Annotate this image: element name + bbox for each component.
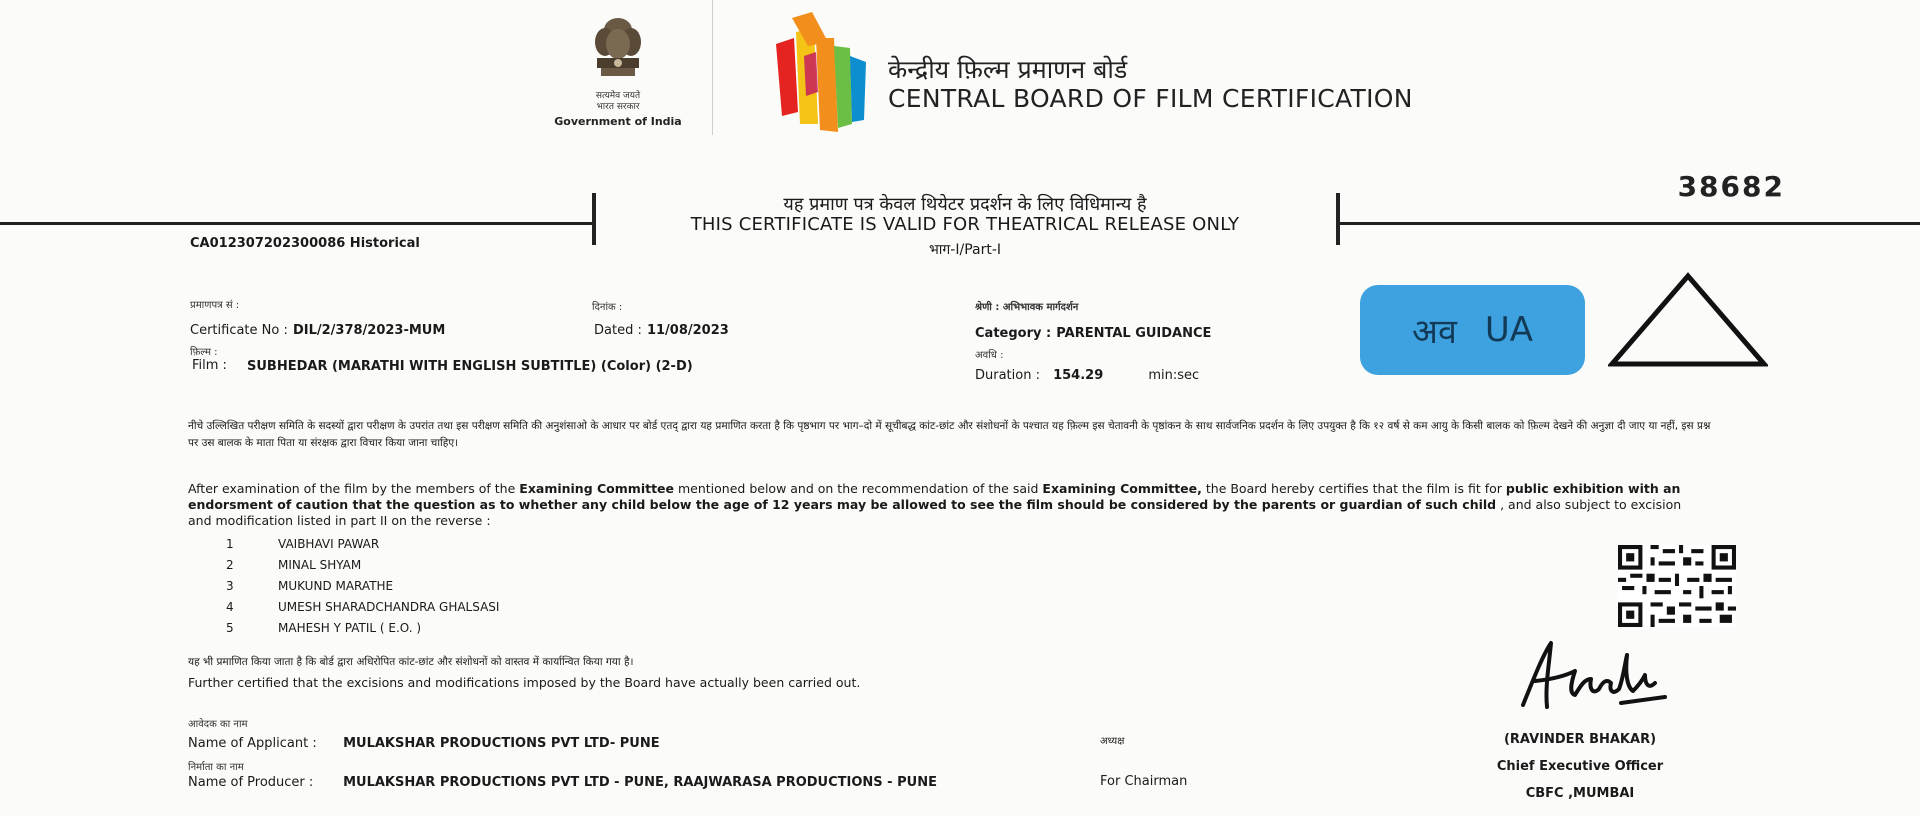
committee-member: 1 VAIBHAVI PAWAR xyxy=(226,536,380,551)
signatory-name: (RAVINDER BHAKAR) xyxy=(1503,732,1657,747)
applicant-label: Name of Applicant : xyxy=(188,736,317,751)
film-label: Film : xyxy=(192,358,227,373)
signatory-block xyxy=(1455,726,1705,807)
caution-triangle-icon xyxy=(1608,270,1768,370)
historical-reference: CA012307202300086 Historical xyxy=(190,236,420,251)
committee-member: 3 MUKUND MARATHE xyxy=(226,578,394,593)
applicant-value: MULAKSHAR PRODUCTIONS PVT LTD- PUNE xyxy=(343,736,660,751)
para-text-1: After examination of the film by the members of the xyxy=(188,481,520,496)
para-bold-2: Examining Committee, xyxy=(1042,481,1202,496)
banner-rule-right xyxy=(1340,222,1920,225)
org-name-english: CENTRAL BOARD OF FILM CERTIFICATION xyxy=(888,84,1413,113)
signature xyxy=(1505,635,1675,720)
category-value: PARENTAL GUIDANCE xyxy=(1056,326,1212,341)
rating-english: UA xyxy=(1484,310,1534,350)
validity-hindi: यह प्रमाण पत्र केवल थियेटर प्रदर्शन के लिए विधिमान्य है xyxy=(783,194,1147,215)
certification-paragraph-hindi: नीचे उल्लिखित परीक्षण समिति के सदस्यों द्वारा परीक्षण के उपरांत तथा इस परीक्षण समिति की अनुशंसाओ के आधार पर बोर्ड एतद् द्वारा यह प्रमाणित करता है कि पृष्ठभाग पर भाग–दो में सूचीबद्ध कांट-छांट और संशोधनों के पश्चात यह फ़िल्म इस चेतावनी के पृष्ठांकन के साथ सार्वजनिक प्रदर्शन के लिए उपयुक्त है कि १२ वर्ष से कम आयु के किसी बालक को फ़िल्म देखने की अनुज्ञा दी जाए या नहीं, इस प्रश्न पर उस बालक के माता पिता या संरक्षक द्वारा विचार किया जाना चाहिए। xyxy=(188,420,1711,449)
duration-row xyxy=(975,364,1199,383)
film-row xyxy=(192,358,812,375)
signatory-office: CBFC ,MUMBAI xyxy=(1525,786,1635,801)
banner-rule-left xyxy=(0,222,592,225)
date-row xyxy=(594,319,729,338)
duration-unit: min:sec xyxy=(1148,368,1200,383)
cert-no-row xyxy=(190,319,445,338)
banner-bracket-right xyxy=(1336,193,1340,245)
category-label: Category : xyxy=(975,326,1052,341)
government-emblem xyxy=(548,12,688,137)
para-text-4: , and also subject to excision and modification listed in part II on the reverse : xyxy=(188,497,1682,528)
date-label: Dated : xyxy=(594,323,642,338)
date-value: 11/08/2023 xyxy=(646,323,729,338)
para-text-3: the Board hereby certifies that the film is fit for xyxy=(1201,481,1506,496)
committee-member: 5 MAHESH Y PATIL ( E.O. ) xyxy=(226,620,422,635)
producer-hindi: निर्माता का नाम xyxy=(188,762,244,773)
further-certified-hindi: यह भी प्रमाणित किया जाता है कि बोर्ड द्वारा अधिरोपित कांट-छांट और संशोधनों को वास्तव में कार्यान्वित किया गया है। xyxy=(188,656,634,668)
producer-value: MULAKSHAR PRODUCTIONS PVT LTD - PUNE, RAAJWARASA PRODUCTIONS - PUNE xyxy=(343,775,937,790)
committee-member: 2 MINAL SHYAM xyxy=(226,557,362,572)
examining-committee-list xyxy=(226,533,499,638)
para-text-2: mentioned below and on the recommendation of the said xyxy=(674,481,1043,496)
cert-no-hindi: प्रमाणपत्र सं : xyxy=(190,300,240,311)
category-row xyxy=(975,322,1211,341)
producer-label: Name of Producer : xyxy=(188,775,314,790)
header-divider xyxy=(712,0,713,135)
applicant-hindi: आवेदक का नाम xyxy=(188,719,248,730)
emblem-hindi: भारत सरकार xyxy=(596,102,640,112)
committee-member: 4 UMESH SHARADCHANDRA GHALSASI xyxy=(226,599,500,614)
category-hindi: श्रेणी : अभिभावक मार्गदर्शन xyxy=(975,302,1079,313)
lion-capital-icon xyxy=(583,12,653,92)
film-hindi: फ़िल्म : xyxy=(190,347,218,358)
banner-bracket-left xyxy=(592,193,596,245)
emblem-caption: Government of India xyxy=(554,115,682,128)
certification-paragraph-english xyxy=(188,481,1708,529)
ua-rating-badge xyxy=(1360,285,1585,375)
signatory-title: Chief Executive Officer xyxy=(1496,759,1664,774)
duration-label: Duration : xyxy=(975,368,1040,383)
date-hindi: दिनांक : xyxy=(592,302,623,313)
cbfc-logo-icon xyxy=(768,12,878,137)
emblem-motto: सत्यमेव जयते xyxy=(595,91,641,101)
chairman-hindi: अध्यक्ष xyxy=(1100,736,1125,747)
org-name-hindi: केन्द्रीय फ़िल्म प्रमाणन बोर्ड xyxy=(888,55,1128,84)
duration-hindi: अवधि : xyxy=(975,350,1004,361)
validity-english: THIS CERTIFICATE IS VALID FOR THEATRICAL RELEASE ONLY xyxy=(690,214,1240,235)
duration-value: 154.29 xyxy=(1053,368,1104,383)
film-title-value: SUBHEDAR (MARATHI WITH ENGLISH SUBTITLE) (Color) (2-D) xyxy=(247,359,693,374)
para-bold-3: public exhibition with an endorsment of caution that the question as to whether any child below the age of 12 years may be allowed to see the film should be considered by the parents or guardian of such child xyxy=(188,481,1681,512)
for-chairman: For Chairman xyxy=(1100,774,1188,789)
part-label: भाग-I/Part-I xyxy=(928,242,1002,258)
cert-no-label: Certificate No : xyxy=(190,323,288,338)
rating-hindi: अव xyxy=(1411,312,1457,352)
cert-no-value: DIL/2/378/2023-MUM xyxy=(292,323,446,338)
applicant-row xyxy=(188,732,660,751)
para-bold-1: Examining Committee xyxy=(519,481,675,496)
qr-code[interactable] xyxy=(1618,545,1736,627)
certificate-serial-number: 38682 xyxy=(1677,170,1785,203)
further-certified-english: Further certified that the excisions and modifications imposed by the Board have actually been carried out. xyxy=(188,675,861,690)
producer-row xyxy=(188,775,1023,794)
